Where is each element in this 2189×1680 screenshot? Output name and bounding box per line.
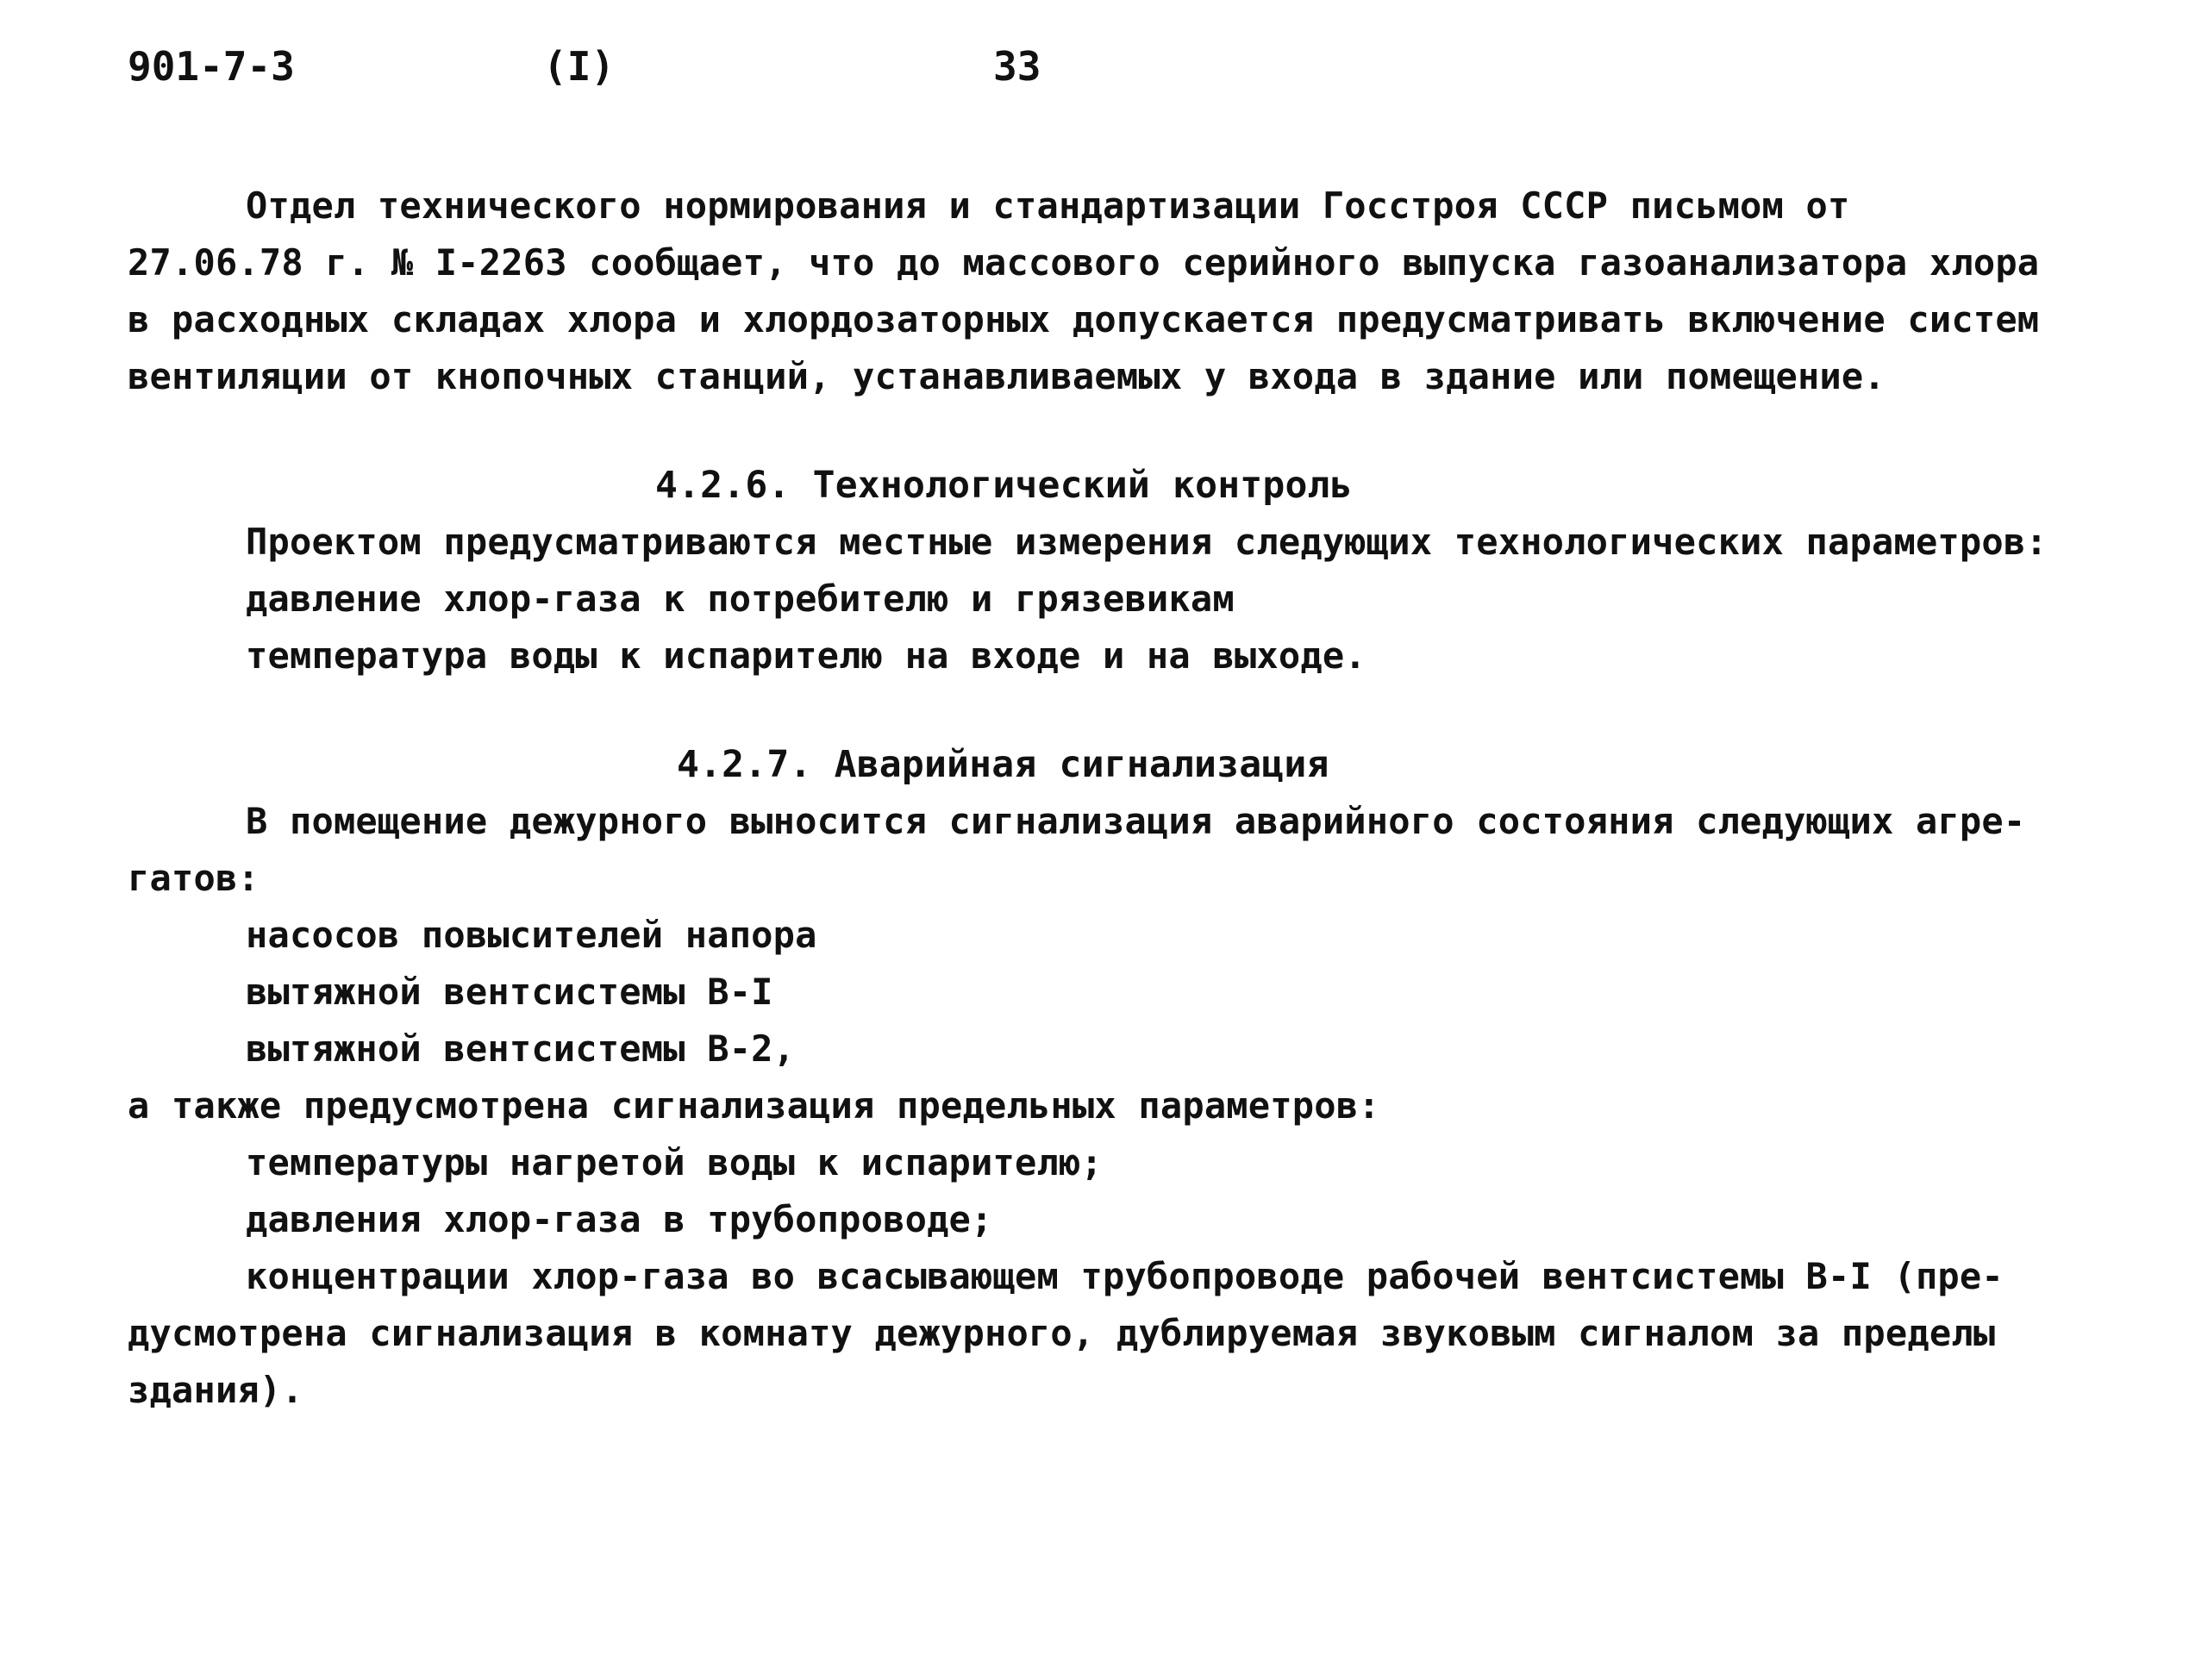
text-line: гатов:: [128, 857, 260, 899]
list-item: вытяжной вентсистемы В-I: [246, 971, 773, 1013]
part-number: (I): [543, 43, 616, 90]
section-heading: 4.2.6. Технологический контроль: [655, 464, 1353, 507]
doc-code: 901-7-3: [128, 43, 295, 90]
text-line: дусмотрена сигнализация в комнату дежурного, дублируемая звуковым сигналом за пределы: [128, 1312, 1996, 1354]
text-line: В помещение дежурного выносится сигнализация аварийного состояния следующих агре-: [246, 800, 2026, 842]
text-line: Отдел технического нормирования и стандартизации Госстроя СССР письмом от: [246, 184, 1850, 227]
text-line: температура воды к испарителю на входе и на выходе.: [246, 634, 1367, 677]
text-line: в расходных складах хлора и хлордозаторных допускается предусматривать включение систем: [128, 298, 2040, 340]
text-line: а также предусмотрена сигнализация предельных параметров:: [128, 1084, 1380, 1127]
list-item: температуры нагретой воды к испарителю;: [246, 1141, 1103, 1183]
text-line: здания).: [128, 1369, 303, 1411]
text-line: давление хлор-газа к потребителю и грязевикам: [246, 578, 1235, 620]
text-line: Проектом предусматриваются местные измерения следующих технологических параметров:: [246, 521, 2048, 563]
list-item: концентрации хлор-газа во всасывающем трубопроводе рабочей вентсистемы В-I (пре-: [246, 1255, 2004, 1297]
section-heading: 4.2.7. Аварийная сигнализация: [677, 743, 1329, 786]
text-line: вентиляции от кнопочных станций, устанавливаемых у входа в здание или помещение.: [128, 355, 1886, 397]
list-item: насосов повысителей напора: [246, 914, 817, 956]
page-number: 33: [993, 43, 1041, 90]
list-item: вытяжной вентсистемы В-2,: [246, 1027, 796, 1070]
list-item: давления хлор-газа в трубопроводе;: [246, 1198, 993, 1240]
text-line: 27.06.78 г. № I-2263 сообщает, что до массового серийного выпуска газоанализатора хлора: [128, 241, 2040, 284]
